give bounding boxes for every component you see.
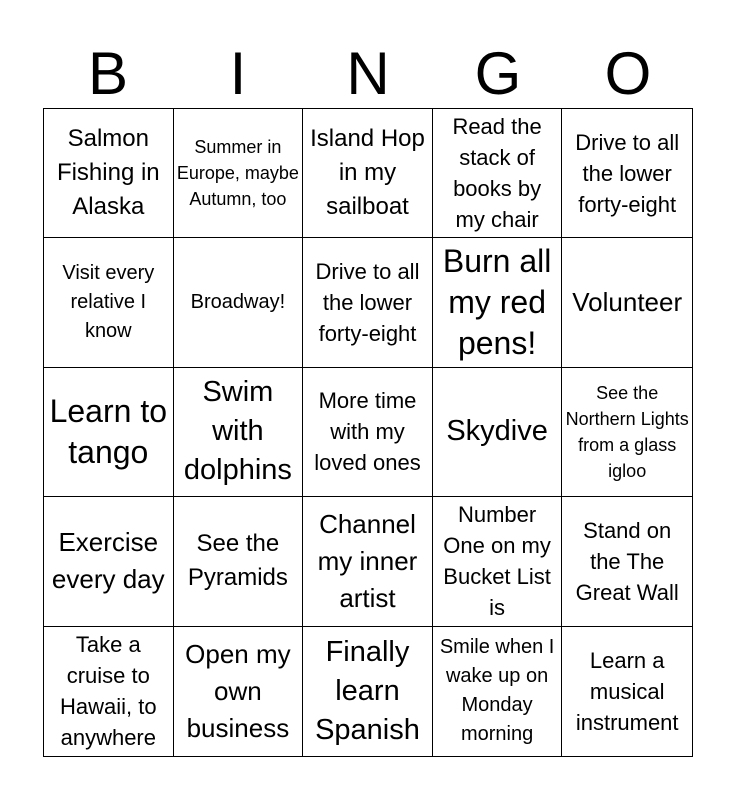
bingo-cell[interactable] <box>303 627 433 756</box>
bingo-cell[interactable] <box>562 497 692 626</box>
cell-text: Skydive <box>446 415 548 448</box>
cell-text: Broadway! <box>190 291 286 314</box>
header-letter-b: B <box>87 40 129 107</box>
header-letter-g: G <box>474 40 522 107</box>
cell-text: Burn all my red pens! <box>442 243 552 362</box>
bingo-cell[interactable] <box>174 627 304 756</box>
cell-text: Smile when I wake up on Monday morning <box>439 636 555 746</box>
cell-text: Salmon Fishing in Alaska <box>56 125 160 221</box>
bingo-cell[interactable] <box>562 627 692 756</box>
bingo-header <box>43 40 693 108</box>
cell-text: Swim with dolphins <box>183 376 292 487</box>
cell-text: Open my own business <box>185 638 291 743</box>
header-letter-n: N <box>346 40 390 107</box>
cell-text: Summer in Europe, maybe Autumn, too <box>176 137 299 210</box>
header-letter-o: O <box>604 40 652 107</box>
bingo-grid <box>43 108 693 757</box>
bingo-cell[interactable] <box>433 368 563 497</box>
bingo-cell[interactable] <box>44 109 174 238</box>
bingo-cell[interactable] <box>44 497 174 626</box>
bingo-cell[interactable] <box>433 238 563 367</box>
bingo-cell[interactable] <box>303 109 433 238</box>
bingo-cell[interactable] <box>174 497 304 626</box>
cell-text: Finally learn Spanish <box>315 635 420 746</box>
cell-text: Volunteer <box>572 287 683 318</box>
bingo-cell[interactable] <box>44 368 174 497</box>
cell-text: Read the stack of books by my chair <box>452 114 542 233</box>
cell-text: Stand on the The Great Wall <box>575 517 679 605</box>
bingo-cell[interactable] <box>174 109 304 238</box>
header-letter-i: I <box>229 40 247 107</box>
bingo-cell[interactable] <box>44 627 174 756</box>
bingo-cell[interactable] <box>433 497 563 626</box>
bingo-cell[interactable] <box>562 109 692 238</box>
cell-text: See the Northern Lights from a glass igloo <box>565 382 689 481</box>
cell-text: Visit every relative I know <box>62 262 155 343</box>
cell-text: Learn a musical instrument <box>575 647 679 735</box>
cell-text: Channel my inner artist <box>317 508 418 613</box>
cell-text: Drive to all the lower forty-eight <box>315 259 420 347</box>
bingo-cell[interactable] <box>433 627 563 756</box>
bingo-cell[interactable] <box>433 109 563 238</box>
bingo-cell[interactable] <box>562 238 692 367</box>
bingo-cell[interactable] <box>44 238 174 367</box>
bingo-cell[interactable] <box>303 238 433 367</box>
cell-text: See the Pyramids <box>187 530 288 592</box>
cell-text: Number One on my Bucket List is <box>443 502 551 621</box>
cell-text: Drive to all the lower forty-eight <box>575 129 680 217</box>
bingo-cell[interactable] <box>174 368 304 497</box>
cell-text: Exercise every day <box>51 527 165 595</box>
bingo-cell[interactable] <box>174 238 304 367</box>
bingo-cell[interactable] <box>303 497 433 626</box>
cell-text: More time with my loved ones <box>314 388 421 476</box>
cell-text: Island Hop in my sailboat <box>310 125 425 221</box>
bingo-cell[interactable] <box>303 368 433 497</box>
cell-text: Take a cruise to Hawaii, to anywhere <box>60 632 157 751</box>
cell-text: Learn to tango <box>49 392 167 470</box>
bingo-cell[interactable] <box>562 368 692 497</box>
